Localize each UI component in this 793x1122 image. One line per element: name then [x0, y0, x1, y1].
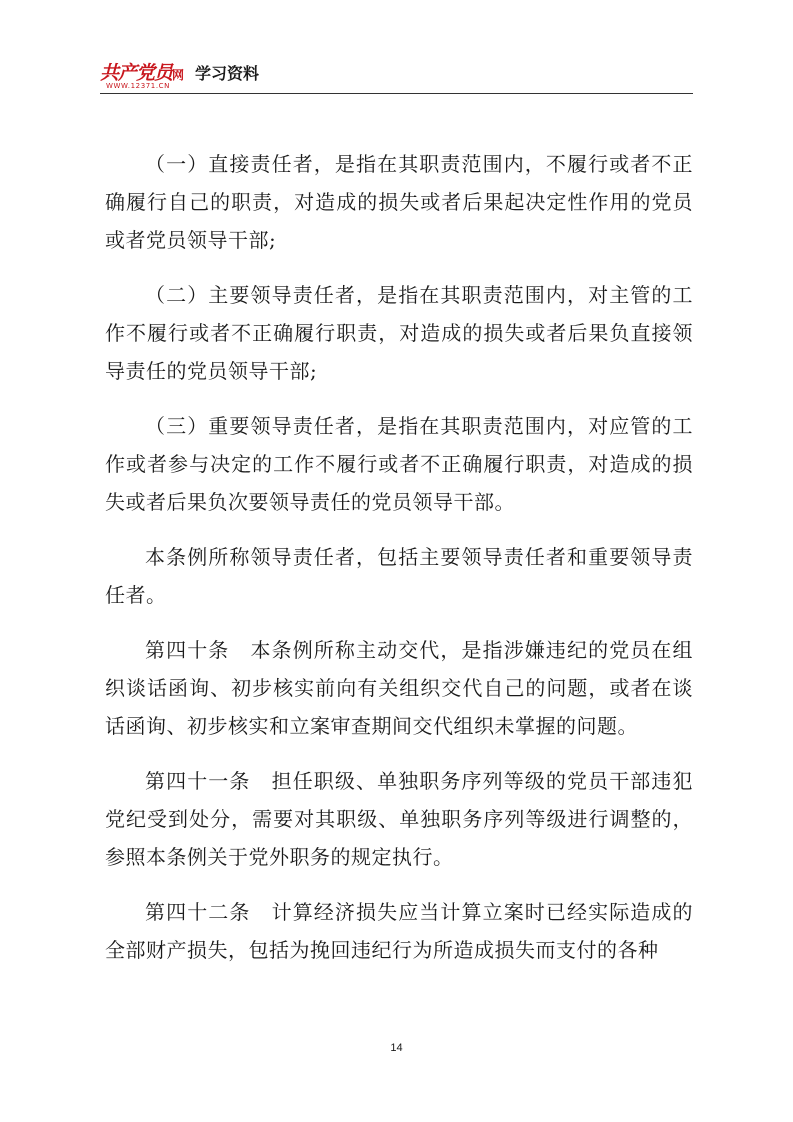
page-number: 14 — [390, 1042, 403, 1054]
logo-url: WWW.12371.CN — [106, 82, 171, 90]
paragraph-direct-responsible: （一）直接责任者，是指在其职责范围内，不履行或者不正确履行自己的职责，对造成的损失或者后果起决定性作用的党员或者党员领导干部; — [105, 152, 693, 252]
paragraph-leader-responsible-definition: 本条例所称领导责任者，包括主要领导责任者和重要领导责任者。 — [105, 545, 693, 607]
logo-wordmark — [100, 58, 184, 85]
logo-text: 共产党员 — [100, 62, 173, 84]
paragraph-article-41: 第四十一条 担任职级、单独职务序列等级的党员干部违犯党纪受到处分，需要对其职级、单独职务序列等级进行调整的，参照本条例关于党外职务的规定执行。 — [105, 769, 693, 869]
paragraph-important-leader-responsible: （三）重要领导责任者，是指在其职责范围内，对应管的工作或者参与决定的工作不履行或者不正确履行职责，对造成的损失或者后果负次要领导责任的党员领导干部。 — [105, 414, 693, 514]
document-body — [105, 145, 693, 986]
site-logo — [100, 58, 195, 94]
paragraph-article-40: 第四十条 本条例所称主动交代，是指涉嫌违纪的党员在组织谈话函询、初步核实前向有关组织交代自己的问题，或者在谈话函询、初步核实和立案审查期间交代组织未掌握的问题。 — [105, 638, 693, 738]
page-header — [0, 0, 793, 100]
paragraph-main-leader-responsible: （二）主要领导责任者，是指在其职责范围内，对主管的工作不履行或者不正确履行职责，对造成的损失或者后果负直接领导责任的党员领导干部; — [105, 283, 693, 383]
header-divider — [100, 93, 693, 94]
logo-suffix: 网 — [172, 68, 185, 82]
header-title: 学习资料 — [195, 64, 260, 83]
paragraph-article-42: 第四十二条 计算经济损失应当计算立案时已经实际造成的全部财产损失，包括为挽回违纪行为所造成损失而支付的各种 — [105, 900, 693, 962]
